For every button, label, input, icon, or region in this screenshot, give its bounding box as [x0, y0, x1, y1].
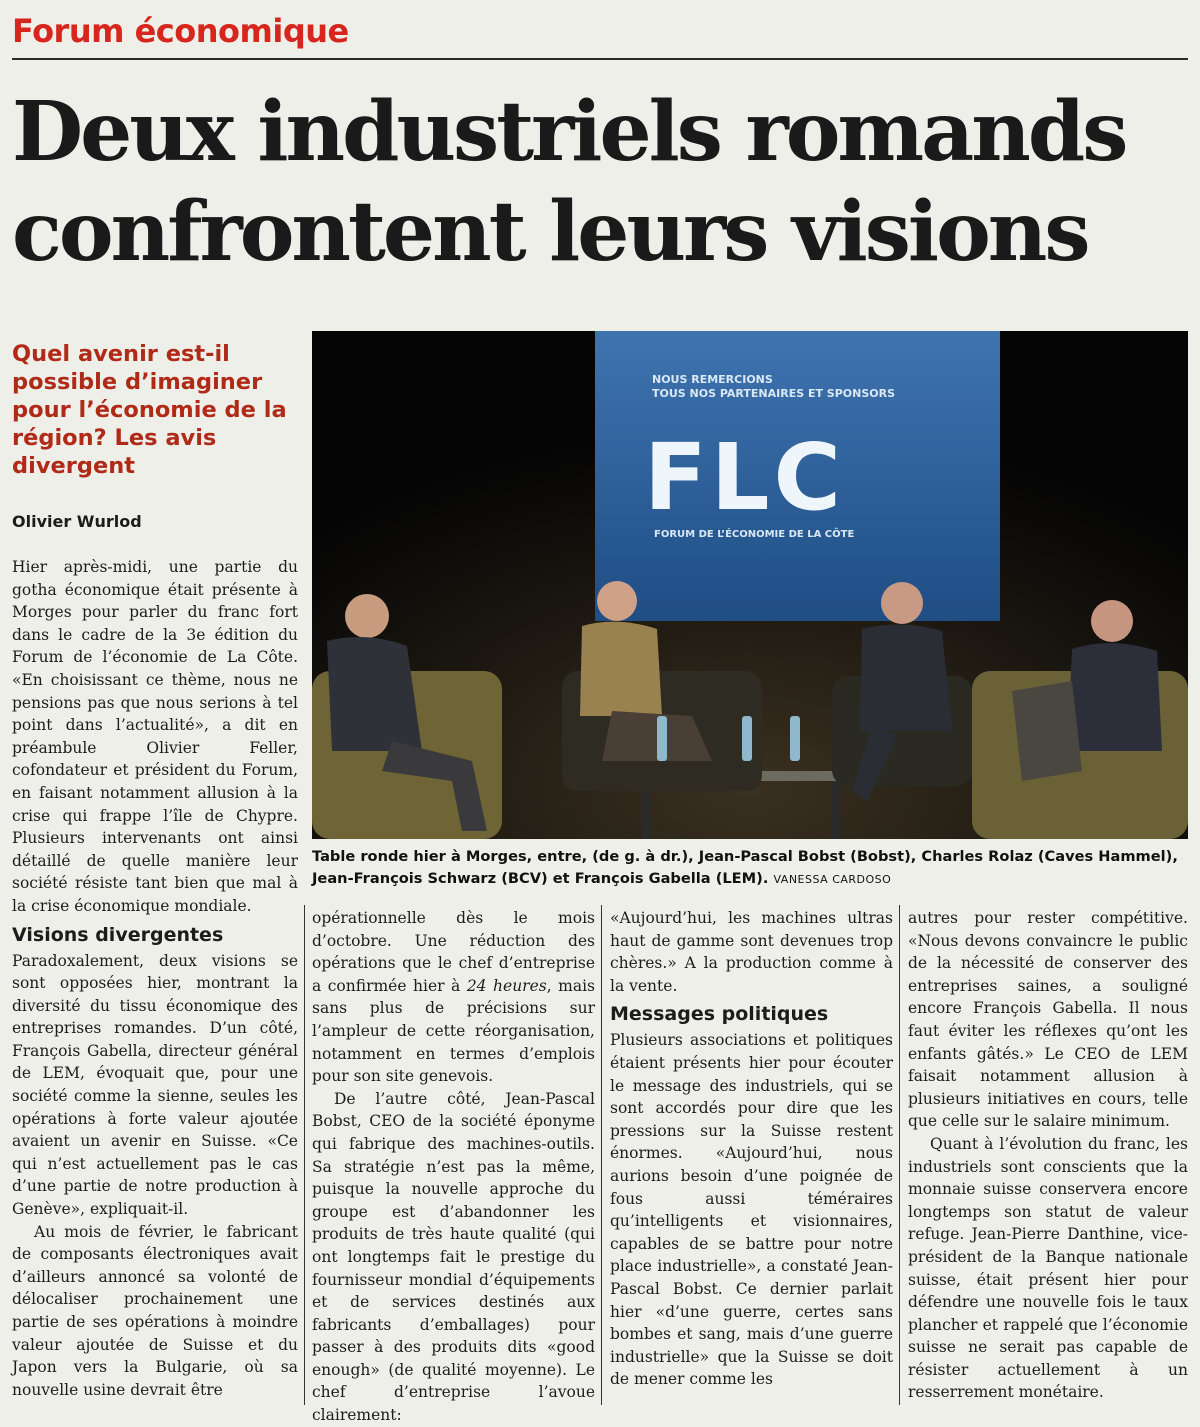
subhead-messages: Messages politiques	[610, 1003, 829, 1026]
newspaper-name: 24 heures	[466, 976, 547, 995]
paragraph: Paradoxalement, deux visions se sont opposées hier, montrant la diversité du tissu économique des entreprises romandes. D’un côté, François Gabella, directeur général de LEM, évoquait que, pour une société comme la sienne, seules les opérations à forte valeur ajoutée avaient un avenir en Suisse. «Ce qui n’est actuellement pas le cas d’une partie de notre production à Genève», expliquait-il.	[12, 951, 298, 1219]
text-run: opérationnelle dès le mois d’octobre. Une réduction des opérations que le chef d’entreprise a confirmée hier à	[312, 909, 595, 995]
column-rule-3	[899, 905, 900, 1405]
section-label: Forum économique	[12, 12, 349, 50]
photo-caption	[312, 846, 1192, 891]
water-bottle	[790, 716, 800, 761]
caption-text: Table ronde hier à Morges, entre, (de g. à dr.), Jean-Pascal Bobst (Bobst), Charles Rolaz (Caves Hammel), Jean-François Schwarz (BCV) et François Gabella (LEM).	[312, 848, 1178, 887]
paragraph: De l’autre côté, Jean-Pascal Bobst, CEO de la société éponyme qui fabrique des machines-outils. Sa stratégie n’est pas la même, puisque la nouvelle approche du groupe est d’abandonner les produits de très haute qualité (qui ont longtemps fait le prestige du fournisseur mondial d’équipements et de services destinés aux fabricants d’emballages) pour passer à des produits dits «good enough» (de qualité moyenne). Le chef d’entreprise l’avoue clairement:	[312, 1089, 595, 1425]
section-rule	[12, 58, 1188, 60]
paragraph: «Aujourd’hui, les machines ultras haut de gamme sont devenues trop chères.» A la production comme à la vente.	[610, 909, 893, 995]
text-run: , mais sans plus de précisions sur l’ampleur de cette réorganisation, notamment en termes d’emplois pour son site genevois.	[312, 976, 595, 1086]
column-4	[908, 907, 1188, 1404]
paragraph: Plusieurs associations et politiques étaient présents hier pour écouter le message des industriels, qui se sont accordés pour dire que les pressions sur la Suisse restent énormes. «Aujourd’hui, nous aurions besoin d’une poignée de fous aussi téméraires qu’intelligents et visionnaires, capables de se battre pour notre place industrielle», a constaté Jean-Pascal Bobst. Ce dernier parlait hier «d’une guerre, certes sans bombes et sang, mais d’une guerre industrielle» que la Suisse se doit de mener comme les	[610, 1031, 893, 1389]
paragraph: Au mois de février, le fabricant de composants électroniques avait d’ailleurs annoncé sa volonté de délocaliser prochainement une partie de ses opérations à moindre valeur ajoutée de Suisse et du Japon vers la Bulgarie, où sa nouvelle usine devrait être	[12, 1222, 298, 1399]
water-bottle	[742, 716, 752, 761]
article-deck: Quel avenir est-il possible d’imaginer pour l’économie de la région? Les avis divergent	[12, 341, 287, 479]
column-1	[12, 556, 298, 1401]
subhead-visions: Visions divergentes	[12, 923, 224, 946]
screen-thanks-line-2: TOUS NOS PARTENAIRES ET SPONSORS	[652, 387, 896, 400]
photo-credit: VANESSA CARDOSO	[773, 873, 892, 886]
water-bottle	[657, 716, 667, 761]
flc-logo: FLC	[644, 424, 845, 531]
byline: Olivier Wurlod	[12, 512, 142, 531]
flc-logo-subtitle: FORUM DE L’ÉCONOMIE DE LA CÔTE	[654, 529, 855, 540]
column-3	[610, 907, 893, 1391]
screen-thanks-line-1: NOUS REMERCIONS	[652, 373, 773, 386]
paragraph: Quant à l’évolution du franc, les industriels sont conscients que la monnaie suisse conservera encore longtemps son statut de valeur refuge. Jean-Pierre Danthine, vice-président de la Banque nationale suisse, était présent hier pour défendre une nouvelle fois le taux plancher et rappelé que l’économie suisse ne serait pas capable de résister actuellement à un resserrement monétaire.	[908, 1134, 1188, 1402]
column-2	[312, 907, 595, 1427]
column-rule-2	[601, 905, 602, 1405]
paragraph: autres pour rester compétitive. «Nous devons convaincre le public de la nécessité de conserver des entreprises saines, a souligné encore François Gabella. Il nous faut éviter les réflexes qu’ont les enfants gâtés.» Le CEO de LEM faisait notamment allusion à plusieurs initiatives en cours, telle que celle sur le salaire minimum.	[908, 909, 1188, 1131]
panel-photo	[312, 331, 1188, 839]
panel-photo-svg	[312, 331, 1188, 839]
headline: Deux industriels romands confrontent leurs visions	[12, 84, 1126, 280]
paragraph: Hier après-midi, une partie du gotha économique était présente à Morges pour parler du franc fort dans le cadre de la 3e édition du Forum de l’économie de La Côte. «En choisissant ce thème, nous ne pensions pas que nous serions à tel point dans l’actualité», a dit en préambule Olivier Feller, cofondateur et président du Forum, en faisant notamment allusion à la crise qui frappe l’île de Chypre. Plusieurs intervenants ont ainsi détaillé de quelle manière leur société résiste tant bien que mal à la crise économique mondiale.	[12, 558, 298, 915]
column-rule-1	[304, 905, 305, 1405]
paragraph	[312, 907, 595, 1088]
